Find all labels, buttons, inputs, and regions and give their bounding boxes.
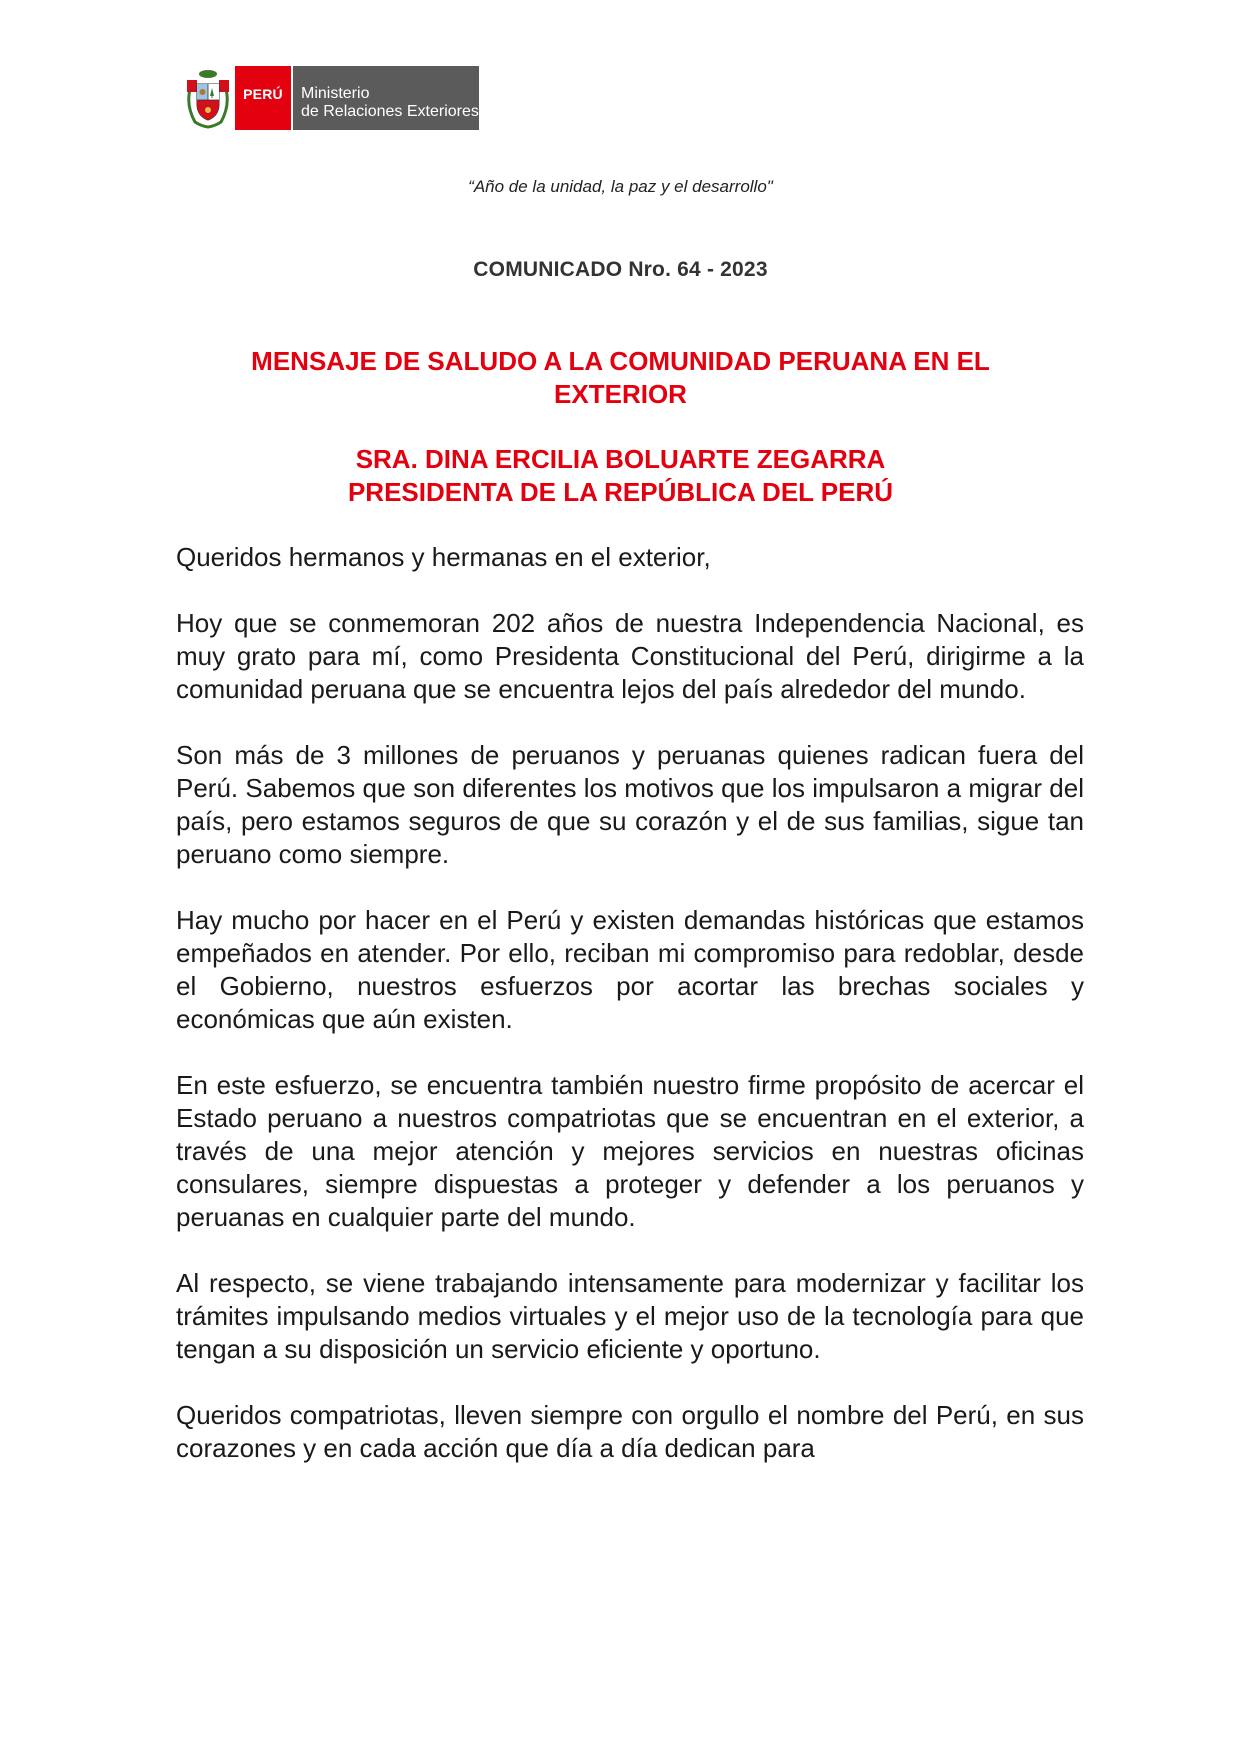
peru-coat-of-arms-icon: [183, 66, 233, 130]
ministry-logo: [183, 66, 479, 130]
year-motto: “Año de la unidad, la paz y el desarrollo": [468, 177, 773, 196]
peru-brand-box: [235, 66, 291, 130]
paragraph: Hay mucho por hacer en el Perú y existen demandas históricas que estamos empeñados en atender. Por ello, reciban mi compromiso para redoblar, desde el Gobierno, nuestros esfuerzos por acortar las brechas sociales y económicas que aún existen.: [176, 905, 1084, 1034]
paragraph: Hoy que se conmemoran 202 años de nuestra Independencia Nacional, es muy grato para mí, como Presidenta Constitucional del Perú, dirigirme a la comunidad peruana que se encuentra lejos del país alrededor del mundo.: [176, 608, 1084, 704]
message-body: [176, 541, 1084, 1498]
comunicado-number: COMUNICADO Nro. 64 - 2023: [473, 258, 768, 281]
ministry-name-line2: de Relaciones Exteriores: [301, 103, 479, 120]
peru-brand-label: PERÚ: [243, 86, 283, 102]
message-title-line1: MENSAJE DE SALUDO A LA COMUNIDAD PERUANA EN EL: [251, 346, 990, 376]
author-position: PRESIDENTA DE LA REPÚBLICA DEL PERÚ: [347, 477, 894, 507]
paragraph-greeting: Queridos hermanos y hermanas en el exterior,: [176, 542, 711, 572]
paragraph: Queridos compatriotas, lleven siempre con orgullo el nombre del Perú, en sus corazones y en cada acción que día a día dedican para: [176, 1400, 1084, 1463]
author-name: SRA. DINA ERCILIA BOLUARTE ZEGARRA: [355, 444, 886, 474]
paragraph: Son más de 3 millones de peruanos y peruanas quienes radican fuera del Perú. Sabemos que son diferentes los motivos que los impulsaron a migrar del país, pero estamos seguros de que su corazón y el de sus familias, sigue tan peruano como siempre.: [176, 740, 1084, 869]
message-title: [0, 345, 1241, 411]
message-title-line2: EXTERIOR: [554, 379, 687, 409]
author-block: [0, 443, 1241, 509]
ministry-name-line1: Ministerio: [301, 85, 370, 102]
paragraph: En este esfuerzo, se encuentra también nuestro firme propósito de acercar el Estado peruano a nuestros compatriotas que se encuentran en el exterior, a través de una mejor atención y mejores servicios en nuestras oficinas consulares, siempre dispuestas a proteger y defender a los peruanos y peruanas en cualquier parte del mundo.: [176, 1070, 1084, 1232]
paragraph: Al respecto, se viene trabajando intensamente para modernizar y facilitar los trámites impulsando medios virtuales y el mejor uso de la tecnología para que tengan a su disposición un servicio eficiente y oportuno.: [176, 1268, 1084, 1364]
ministry-name-box: [291, 66, 479, 130]
